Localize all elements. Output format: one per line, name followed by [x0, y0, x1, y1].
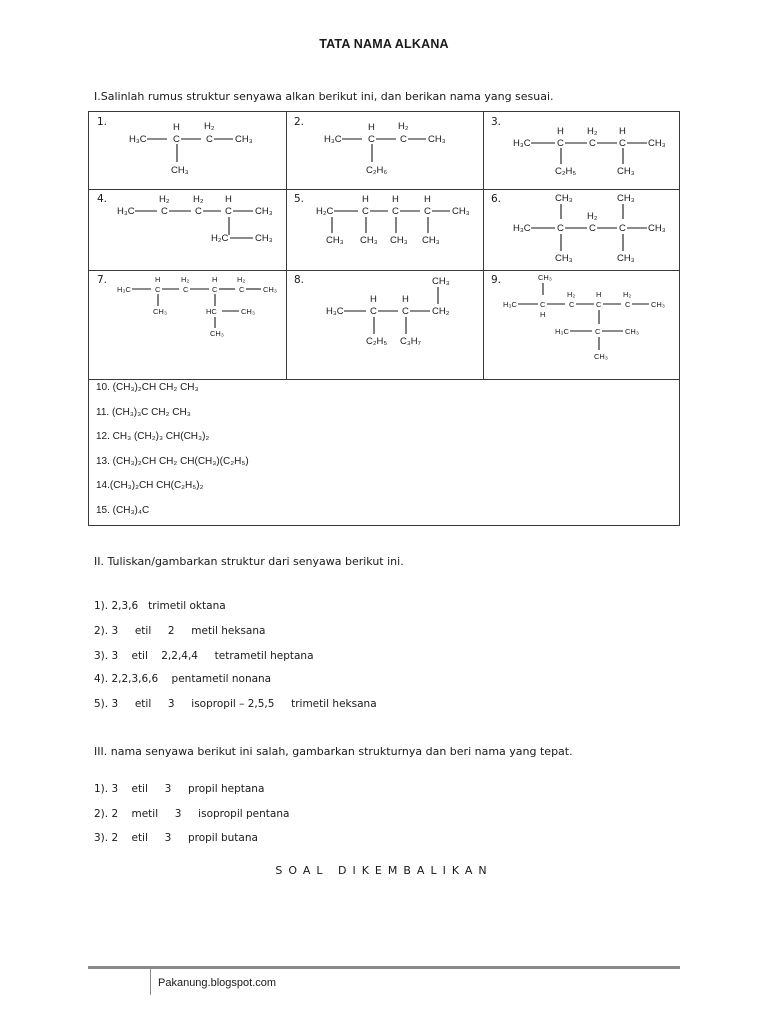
- svg-text:C: C: [392, 206, 399, 217]
- structure-3-diagram: [483, 112, 680, 189]
- svg-text:H: H: [540, 310, 546, 319]
- svg-text:CH₃: CH₃: [432, 276, 450, 287]
- svg-text:C: C: [225, 206, 232, 217]
- svg-text:H₂C: H₂C: [316, 206, 334, 217]
- svg-text:H₂: H₂: [159, 194, 170, 205]
- cell-number: 5.: [294, 193, 305, 205]
- svg-text:C: C: [595, 327, 601, 336]
- svg-text:C: C: [161, 206, 168, 217]
- svg-text:C: C: [596, 300, 602, 309]
- cell-number: 3.: [491, 116, 502, 128]
- svg-text:H: H: [362, 194, 369, 205]
- svg-text:H₂: H₂: [398, 121, 409, 132]
- svg-text:C: C: [362, 206, 369, 217]
- question-item: 1). 2,3,6 trimetil oktana: [94, 600, 226, 612]
- svg-text:H₂: H₂: [567, 290, 576, 299]
- svg-text:CH₃: CH₃: [360, 235, 378, 246]
- cell-number: 2.: [294, 116, 305, 128]
- svg-text:C₂H₆: C₂H₆: [366, 165, 388, 176]
- svg-text:CH₃: CH₃: [255, 233, 273, 244]
- svg-text:CH₃: CH₃: [555, 193, 573, 204]
- svg-text:CH₃: CH₃: [617, 193, 635, 204]
- structure-cell-1: [89, 112, 286, 189]
- structure-6-diagram: [483, 189, 680, 270]
- svg-text:H₃C: H₃C: [326, 306, 344, 317]
- structure-cell-8: [286, 270, 483, 379]
- question-item: 4). 2,2,3,6,6 pentametil nonana: [94, 673, 272, 685]
- svg-text:H: H: [402, 294, 409, 305]
- cell-number: 4.: [97, 193, 108, 205]
- svg-text:CH₃: CH₃: [452, 206, 470, 217]
- formula-item: 14.(CH₃)₂CH CH(C₂H₅)₂: [96, 480, 204, 491]
- footer-rule: [88, 966, 680, 969]
- svg-text:C: C: [402, 306, 409, 317]
- svg-text:C: C: [368, 134, 375, 145]
- svg-text:CH₂: CH₂: [432, 306, 450, 317]
- svg-text:C₂H₅: C₂H₅: [366, 336, 388, 347]
- svg-text:H₃C: H₃C: [555, 327, 569, 336]
- svg-text:H₃C: H₃C: [117, 206, 135, 217]
- cell-number: 1.: [97, 116, 108, 128]
- svg-text:CH₃: CH₃: [617, 253, 635, 264]
- question-item: 3). 3 etil 2,2,4,4 tetrametil heptana: [94, 650, 314, 662]
- cell-number: 7.: [97, 274, 108, 286]
- svg-text:H₂: H₂: [193, 194, 204, 205]
- svg-text:CH₃: CH₃: [210, 329, 224, 338]
- svg-text:C₃H₇: C₃H₇: [400, 336, 421, 347]
- svg-text:H: H: [225, 194, 232, 205]
- label: H₃C: [129, 134, 147, 145]
- structure-cell-4: [89, 189, 286, 270]
- structure-cell-7: [89, 270, 286, 379]
- structure-5-diagram: [286, 189, 483, 270]
- structure-cell-6: [483, 189, 680, 270]
- svg-text:H₂: H₂: [623, 290, 632, 299]
- svg-text:C: C: [557, 223, 564, 234]
- structure-1-diagram: [89, 112, 286, 189]
- structure-cell-9: [483, 270, 680, 379]
- svg-text:H: H: [619, 126, 626, 137]
- svg-text:H₃C: H₃C: [324, 134, 342, 145]
- formula-item: 15. (CH₃)₄C: [96, 504, 150, 516]
- question-item: 5). 3 etil 3 isopropil – 2,5,5 trimetil heksana: [94, 698, 377, 710]
- svg-text:C: C: [619, 223, 626, 234]
- footer-source: Pakanung.blogspot.com: [158, 977, 277, 989]
- svg-text:HC: HC: [206, 307, 217, 316]
- svg-text:C: C: [619, 138, 626, 149]
- structure-grid: [88, 111, 680, 526]
- svg-text:CH₃: CH₃: [422, 235, 440, 246]
- svg-text:H: H: [368, 122, 375, 133]
- formula-item: 10. (CH₃)₂CH CH₂ CH₃: [96, 382, 199, 393]
- footer-divider: [150, 969, 151, 995]
- svg-text:H₂: H₂: [181, 275, 190, 284]
- svg-text:H: H: [392, 194, 399, 205]
- svg-text:CH₃: CH₃: [651, 300, 665, 309]
- structure-8-diagram: [286, 270, 483, 379]
- svg-text:C: C: [239, 285, 245, 294]
- formula-item: 12. CH₃ (CH₂)₃ CH(CH₃)₂: [96, 431, 210, 442]
- page-title: TATA NAMA ALKANA: [319, 37, 449, 51]
- svg-text:H₃C: H₃C: [513, 138, 531, 149]
- svg-text:C: C: [206, 134, 213, 145]
- returned-notice: SOAL DIKEMBALIKAN: [275, 864, 493, 877]
- question-item: 1). 3 etil 3 propil heptana: [94, 783, 265, 795]
- svg-text:CH₃: CH₃: [326, 235, 344, 246]
- svg-text:C: C: [589, 138, 596, 149]
- svg-text:H: H: [370, 294, 377, 305]
- svg-text:C: C: [195, 206, 202, 217]
- svg-text:C₂H₅: C₂H₅: [555, 166, 577, 177]
- section-2-heading: II. Tuliskan/gambarkan struktur dari senyawa berikut ini.: [94, 555, 404, 568]
- svg-text:H₂: H₂: [204, 121, 215, 132]
- svg-text:H₂: H₂: [587, 126, 598, 137]
- svg-text:CH₃: CH₃: [255, 206, 273, 217]
- svg-text:C: C: [589, 223, 596, 234]
- structure-2-diagram: [286, 112, 483, 189]
- cell-number: 8.: [294, 274, 305, 286]
- svg-text:C: C: [540, 300, 546, 309]
- svg-text:H₂C: H₂C: [211, 233, 229, 244]
- svg-text:C: C: [557, 138, 564, 149]
- section-3-heading: III. nama senyawa berikut ini salah, gambarkan strukturnya dan beri nama yang tepat.: [94, 745, 573, 758]
- structure-cell-3: [483, 112, 680, 189]
- svg-text:CH₃: CH₃: [171, 165, 189, 176]
- svg-text:H: H: [155, 275, 161, 284]
- svg-text:C: C: [625, 300, 631, 309]
- svg-text:H: H: [173, 122, 180, 133]
- question-item: 2). 2 metil 3 isopropil pentana: [94, 808, 290, 820]
- svg-text:C: C: [400, 134, 407, 145]
- svg-text:CH₃: CH₃: [555, 253, 573, 264]
- structure-4-diagram: [89, 189, 286, 270]
- svg-text:H₃C: H₃C: [503, 300, 517, 309]
- cell-number: 6.: [491, 193, 502, 205]
- svg-text:CH₃: CH₃: [617, 166, 635, 177]
- svg-text:H₃C: H₃C: [513, 223, 531, 234]
- question-item: 2). 3 etil 2 metil heksana: [94, 625, 266, 637]
- svg-text:H₂: H₂: [237, 275, 246, 284]
- formula-item: 13. (CH₃)₂CH CH₂ CH(CH₃)(C₂H₅): [96, 455, 249, 467]
- svg-text:CH₃: CH₃: [428, 134, 446, 145]
- svg-text:CH₃: CH₃: [390, 235, 408, 246]
- cell-number: 9.: [491, 274, 502, 286]
- svg-text:C: C: [569, 300, 575, 309]
- svg-text:CH₃: CH₃: [235, 134, 253, 145]
- structure-cell-2: [286, 112, 483, 189]
- structure-7-diagram: [89, 270, 286, 379]
- svg-text:C: C: [173, 134, 180, 145]
- structure-cell-5: [286, 189, 483, 270]
- structure-9-diagram: [483, 270, 680, 379]
- svg-text:CH₃: CH₃: [538, 273, 552, 282]
- svg-text:CH₃: CH₃: [594, 352, 608, 361]
- svg-text:H: H: [557, 126, 564, 137]
- svg-text:H: H: [424, 194, 431, 205]
- condensed-formula-list: [96, 380, 249, 527]
- svg-text:CH₃: CH₃: [625, 327, 639, 336]
- section-1-heading: I.Salinlah rumus struktur senyawa alkan berikut ini, dan berikan nama yang sesuai.: [94, 90, 554, 103]
- question-item: 3). 2 etil 3 propil butana: [94, 832, 258, 844]
- svg-text:CH₃: CH₃: [648, 138, 666, 149]
- svg-text:H₃C: H₃C: [117, 285, 131, 294]
- svg-text:CH₃: CH₃: [241, 307, 255, 316]
- svg-text:C: C: [212, 285, 218, 294]
- svg-text:H: H: [212, 275, 218, 284]
- svg-text:CH₃: CH₃: [648, 223, 666, 234]
- svg-text:C: C: [155, 285, 161, 294]
- svg-text:CH₃: CH₃: [153, 307, 167, 316]
- formula-item: 11. (CH₃)₃C CH₂ CH₃: [96, 406, 191, 418]
- svg-text:H₂: H₂: [587, 211, 598, 222]
- svg-text:C: C: [424, 206, 431, 217]
- svg-text:C: C: [183, 285, 189, 294]
- svg-text:H: H: [596, 290, 602, 299]
- svg-text:C: C: [370, 306, 377, 317]
- svg-text:CH₃: CH₃: [263, 285, 277, 294]
